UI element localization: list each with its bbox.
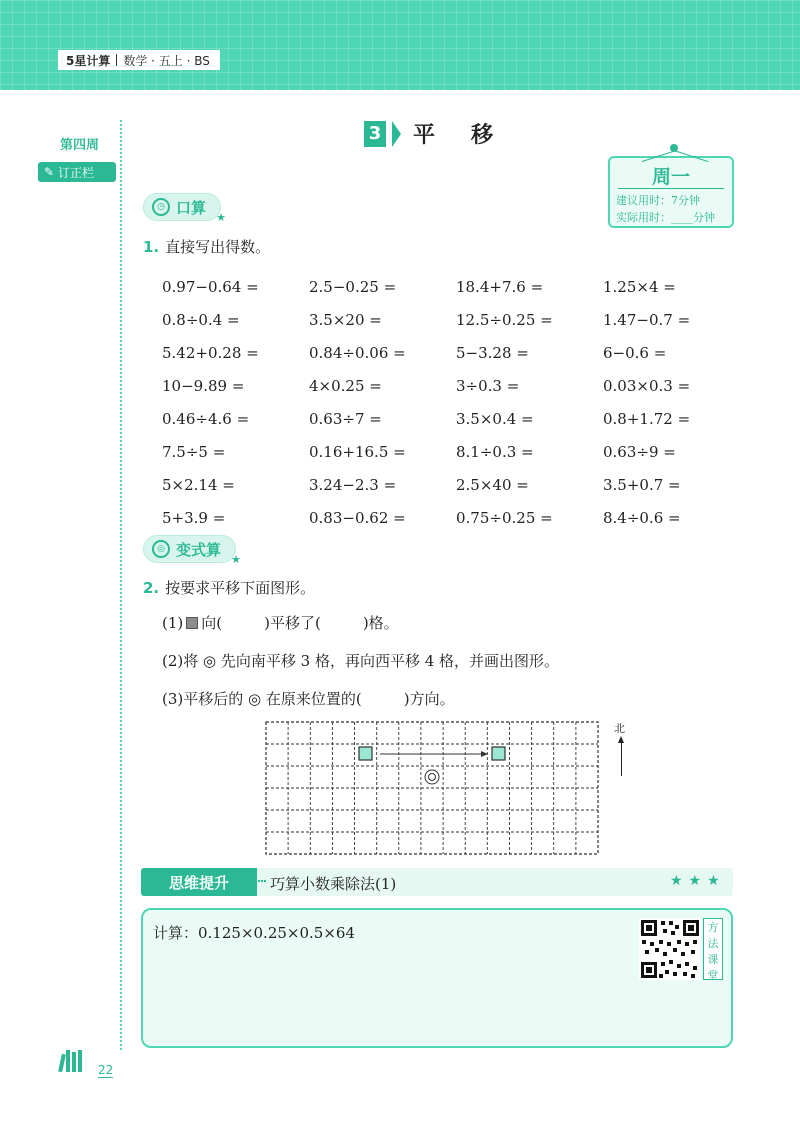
question-text: 按要求平移下面图形。 [165,579,316,597]
calc-item: 2.5×40 = [456,475,529,494]
book-spine [58,1054,66,1072]
calc-item: 4×0.25 = [309,376,382,395]
sub-text: )格。 [362,614,399,632]
calc-item: 18.4+7.6 = [456,277,544,296]
suggested-time: 建议用时：7分钟 [616,194,700,207]
calc-item: 3.5×20 = [309,310,382,329]
lesson-number: 3 [364,121,386,147]
calc-item: 6−0.6 = [603,343,667,362]
question-number: 2. [143,579,160,597]
dotted-connector [258,880,266,882]
calc-item: 7.5÷5 = [162,442,226,461]
calc-row [162,303,750,336]
calc-item: 3.5×0.4 = [456,409,534,428]
question-2-title [143,577,315,598]
section-tag-variant [143,535,242,566]
calc-item: 0.75÷0.25 = [456,508,553,527]
book-spine [78,1050,82,1072]
calc-item: 0.63÷7 = [309,409,382,428]
sub-text: )方向。 [403,690,455,708]
books-icon [60,1050,82,1072]
move-arrow-head [481,751,488,757]
book-spine [66,1050,70,1072]
calc-item: 1.25×4 = [603,277,676,296]
double-circle-inner [429,774,436,781]
calc-item: 0.8÷0.4 = [162,310,240,329]
hanger-line [674,150,709,162]
lesson-title [364,118,529,149]
qr-code-icon[interactable] [639,918,701,980]
method-class-label [703,918,723,980]
calc-item: 5−3.28 = [456,343,529,362]
label-char: 堂 [707,969,719,982]
day-card [608,156,734,228]
section-title: 口算 [176,198,207,217]
calc-item: 0.84÷0.06 = [309,343,406,362]
calc-row [162,468,750,501]
correction-text: 订正栏 [58,165,95,180]
question-text: 直接写出得数。 [165,238,271,256]
answer-box[interactable] [141,908,733,1048]
actual-time: 实际用时：____分钟 [616,211,715,224]
calc-item: 0.97−0.64 = [162,277,259,296]
calc-item: 10−9.89 = [162,376,245,395]
calc-item: 0.8+1.72 = [603,409,691,428]
hanger-line [642,150,677,162]
north-label: 北 [614,722,625,735]
book-tag [58,50,220,70]
lesson-name: 平移 [413,123,530,148]
square-icon [186,617,198,629]
star-icon: ★ [231,553,242,566]
calc-item: 0.46÷4.6 = [162,409,250,428]
book-spine [72,1052,76,1072]
sub-text: (3)平移后的 ◎ 在原来位置的( [162,690,362,708]
calc-item: 5×2.14 = [162,475,235,494]
square-moved [492,747,505,760]
star-icon: ★ [216,211,227,224]
calc-item: 12.5÷0.25 = [456,310,553,329]
calc-item: 8.1÷0.3 = [456,442,534,461]
double-circle-outer [425,770,439,784]
sub-text: )平移了( [264,614,321,632]
calc-row [162,336,750,369]
side-dotted-line [120,120,122,1050]
calc-grid [162,270,750,534]
sub-text: 向( [201,614,223,632]
calc-row [162,369,750,402]
calc-item: 2.5−0.25 = [309,277,397,296]
chevron-icon [392,121,401,147]
calc-row [162,402,750,435]
sub-question-1 [162,612,399,633]
calc-row [162,270,750,303]
section-tag-mental [143,193,227,224]
star-rating: ★★★ [670,873,726,889]
subject-label: 数学 · 五上 · BS [123,53,210,68]
think-title: 巧算小数乘除法(1) [270,875,397,893]
calc-item: 3÷0.3 = [456,376,520,395]
pencil-icon: ✎ [44,165,55,179]
calc-item: 0.03×0.3 = [603,376,691,395]
brand-label: 5星计算 [66,53,111,68]
problem-text: 计算：0.125×0.25×0.5×64 [153,924,355,942]
week-label: 第四周 [60,138,100,153]
target-icon: ◎ [152,540,170,558]
calc-item: 3.24−2.3 = [309,475,397,494]
page-number: 22 [98,1063,114,1077]
calc-item: 0.16+16.5 = [309,442,406,461]
stopwatch-icon: ◷ [152,198,170,216]
sub-question-2: (2)将 ◎ 先向南平移 3 格，再向西平移 4 格，并画出图形。 [162,652,560,670]
label-char: 方 [707,921,719,934]
north-arrow-icon [621,738,622,776]
calc-item: 0.83−0.62 = [309,508,406,527]
question-1-title [143,236,270,257]
label-char: 法 [707,937,719,950]
calc-item: 0.63÷9 = [603,442,676,461]
think-label: 思维提升 [141,868,257,896]
calc-item: 8.4÷0.6 = [603,508,681,527]
section-title: 变式算 [176,540,222,559]
label-char: 课 [707,953,719,966]
divider [618,188,724,189]
correction-column-label [38,162,116,182]
calc-item: 1.47−0.7 = [603,310,691,329]
sub-number: (1) [162,614,184,632]
square-original [359,747,372,760]
calc-item: 3.5+0.7 = [603,475,681,494]
calc-item: 5+3.9 = [162,508,226,527]
calc-item: 5.42+0.28 = [162,343,259,362]
sub-question-3 [162,688,455,709]
day-name: 周一 [651,166,690,188]
translation-grid[interactable] [262,718,602,858]
calc-row [162,501,750,534]
header-band [0,0,800,90]
question-number: 1. [143,238,160,256]
grid-lines [266,722,598,854]
calc-row [162,435,750,468]
